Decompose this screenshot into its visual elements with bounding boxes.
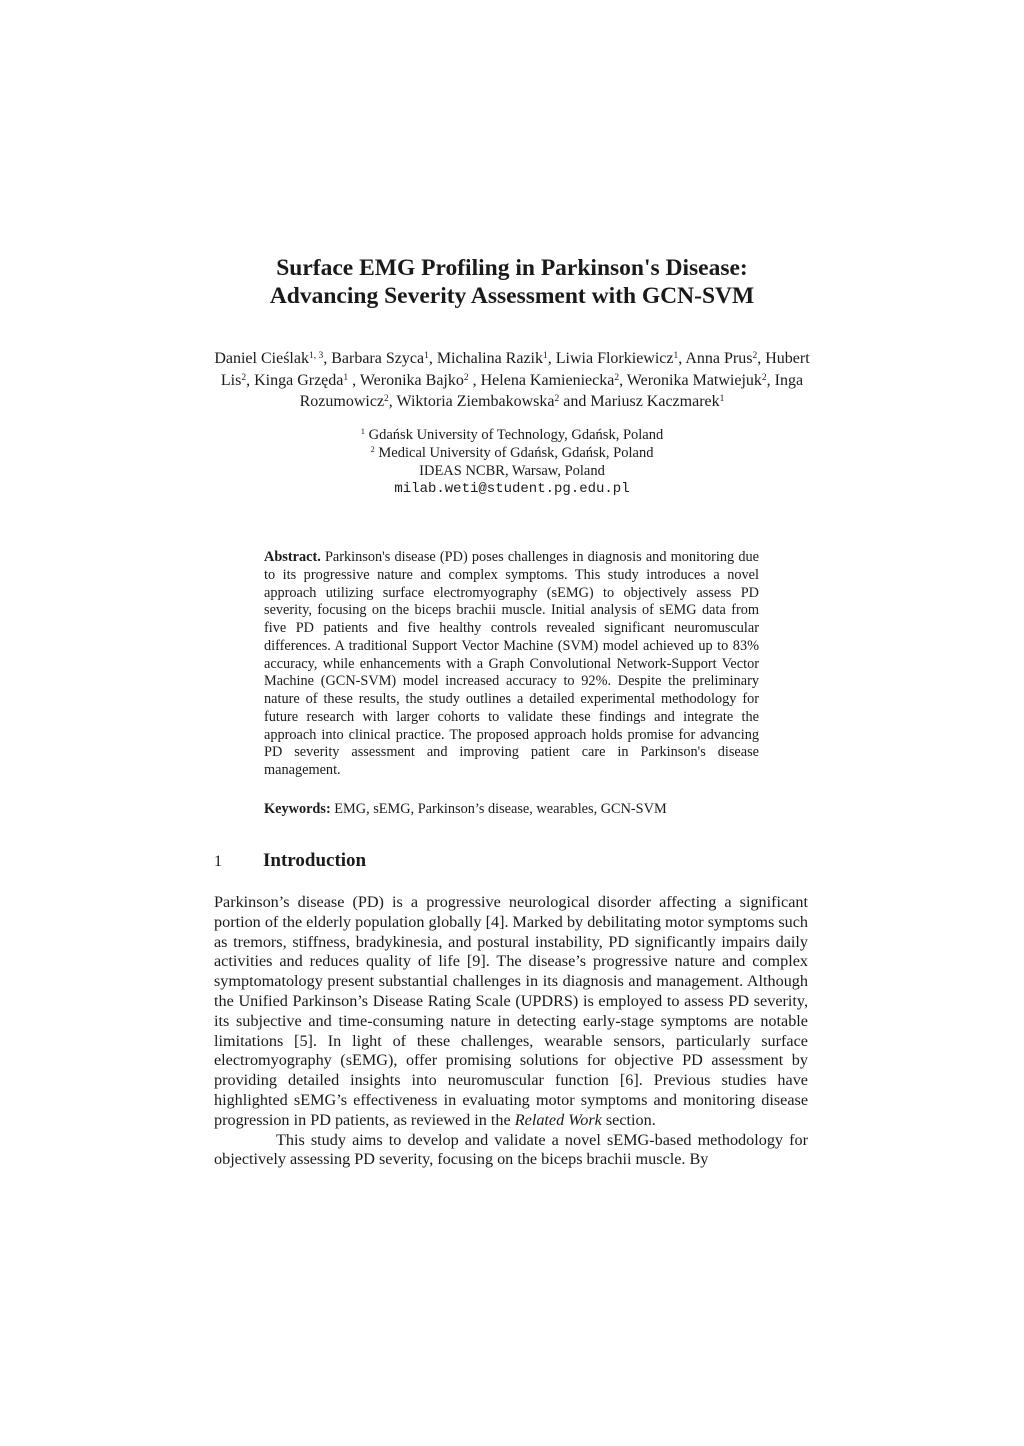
keywords-label: Keywords: xyxy=(264,801,331,817)
author-affiliation-mark: 1, 3 xyxy=(308,351,324,361)
author-separator: , xyxy=(468,371,481,389)
section-title: Introduction xyxy=(263,850,367,871)
section-number: 1 xyxy=(214,853,222,870)
author-name: Anna Prus xyxy=(685,350,753,367)
author-name: Mariusz Kaczmarek xyxy=(590,393,720,410)
author-affiliation-mark: 1 xyxy=(424,351,429,361)
author-separator: , xyxy=(547,350,556,367)
keywords xyxy=(264,800,759,818)
author-separator: , xyxy=(388,393,397,410)
abstract-label: Abstract. xyxy=(264,549,321,565)
author-separator: , xyxy=(678,350,686,367)
author-list xyxy=(205,348,819,413)
author-separator: , xyxy=(428,350,437,367)
author-name: Liwia Florkiewicz xyxy=(555,350,674,367)
intro-p1-text: Parkinson’s disease (PD) is a progressive neurological disorder affecting a significant portion of the elderly population globally [4]. Marked by debilitating motor symptoms such as tremors, stiffness, bradykinesia, and postural instability, PD significantly impairs daily activities and reduces quality of life [9]. The disease’s progressive nature and complex symptomatology present substantial challenges in its diagnosis and management. Although the Unified Parkinson’s Disease Rating Scale (UPDRS) is employed to assess PD severity, its subjective and time-consuming nature in detecting early-stage symptoms are notable limitations [5]. In light of these challenges, wearable sensors, particularly surface electromyography (sEMG), offer promising solutions for objective PD assessment by providing detailed insights into neuromuscular function [6]. Previous studies have highlighted sEMG’s effectiveness in evaluating motor symptoms and monitoring disease progression in PD patients, as reviewed in the xyxy=(214,893,808,1129)
author-affiliation-mark: 1 xyxy=(673,351,679,361)
affiliation-mark: 1 xyxy=(360,426,366,436)
author-name: Daniel Cieślak xyxy=(214,350,309,367)
author-separator: , xyxy=(766,371,775,389)
author-affiliation-mark: 1 xyxy=(543,351,548,361)
affiliation-line xyxy=(0,444,1024,462)
author-name: Weronika Bajko xyxy=(359,371,464,389)
intro-paragraph-2: This study aims to develop and validate a novel sEMG-based methodology for objectively assessing PD severity, focusing on the biceps brachii muscle. By xyxy=(214,1130,808,1169)
author-name: Kinga Grzęda xyxy=(254,371,344,389)
affiliation-text: Medical University of Gdańsk, Gdańsk, Poland xyxy=(378,445,654,461)
abstract xyxy=(264,549,759,780)
introduction-body xyxy=(214,893,808,1170)
contact-email: milab.weti@student.pg.edu.pl xyxy=(394,481,630,497)
affiliation-text: IDEAS NCBR, Warsaw, Poland xyxy=(419,463,605,479)
author-affiliation-mark: 1 xyxy=(719,394,725,404)
author-name: Hubert Lis xyxy=(220,350,810,389)
author-separator: , xyxy=(619,371,627,389)
affiliation-line xyxy=(0,426,1024,444)
affiliation-line xyxy=(0,462,1024,480)
author-separator: , xyxy=(323,350,332,367)
title-line-1: Surface EMG Profiling in Parkinson's Disease: xyxy=(276,255,748,281)
affiliation-text: Gdańsk University of Technology, Gdańsk, Poland xyxy=(368,427,664,443)
author-name: Weronika Matwiejuk xyxy=(626,371,762,389)
author-affiliation-mark: 2 xyxy=(463,372,469,383)
author-name: Michalina Razik xyxy=(436,350,543,367)
intro-paragraph-1 xyxy=(214,893,808,1131)
author-affiliation-mark: 2 xyxy=(614,372,620,383)
related-work-ref: Related Work xyxy=(514,1110,602,1129)
author-affiliation-mark: 1 xyxy=(343,372,349,383)
abstract-text: Parkinson's disease (PD) poses challenges in diagnosis and monitoring due to its progressive nature and complex symptoms. This study introduces a novel approach utilizing surface electromyography (sEMG) to objectively assess PD severity, focusing on the biceps brachii muscle. Initial analysis of sEMG data from five PD patients and five healthy controls revealed significant neuromuscular differences. A traditional Support Vector Machine (SVM) model achieved up to 83% accuracy, while enhancements with a Graph Convolutional Network-Support Vector Machine (GCN-SVM) model increased accuracy to 92%. Despite the preliminary nature of these results, the study outlines a detailed experimental methodology for future research with larger cohorts to validate these findings and integrate the approach into clinical practice. The proposed approach holds promise for advancing PD severity assessment and improving patient care in Parkinson's disease management. xyxy=(264,549,759,778)
author-affiliation-mark: 2 xyxy=(752,351,758,361)
author-affiliation-mark: 2 xyxy=(554,394,560,404)
author-name: Barbara Szyca xyxy=(331,350,425,367)
paper-title xyxy=(0,254,1024,310)
author-affiliation-mark: 2 xyxy=(384,394,389,404)
keywords-text: EMG, sEMG, Parkinson’s disease, wearables, GCN-SVM xyxy=(334,801,667,817)
author-separator: , xyxy=(757,350,766,367)
author-name: Helena Kamieniecka xyxy=(480,371,615,389)
author-affiliation-mark: 2 xyxy=(241,372,247,383)
author-separator: and xyxy=(559,393,591,410)
author-separator: , xyxy=(246,371,255,389)
author-affiliation-mark: 2 xyxy=(761,372,767,383)
title-line-2: Advancing Severity Assessment with GCN-SVM xyxy=(269,283,755,309)
affiliation-mark: 2 xyxy=(370,444,375,454)
affiliations xyxy=(0,426,1024,498)
author-name: Inga Rozumowicz xyxy=(299,371,804,410)
intro-p1-tail: section. xyxy=(601,1110,656,1129)
author-name: Wiktoria Ziembakowska xyxy=(396,393,555,410)
author-separator: , xyxy=(348,371,360,389)
